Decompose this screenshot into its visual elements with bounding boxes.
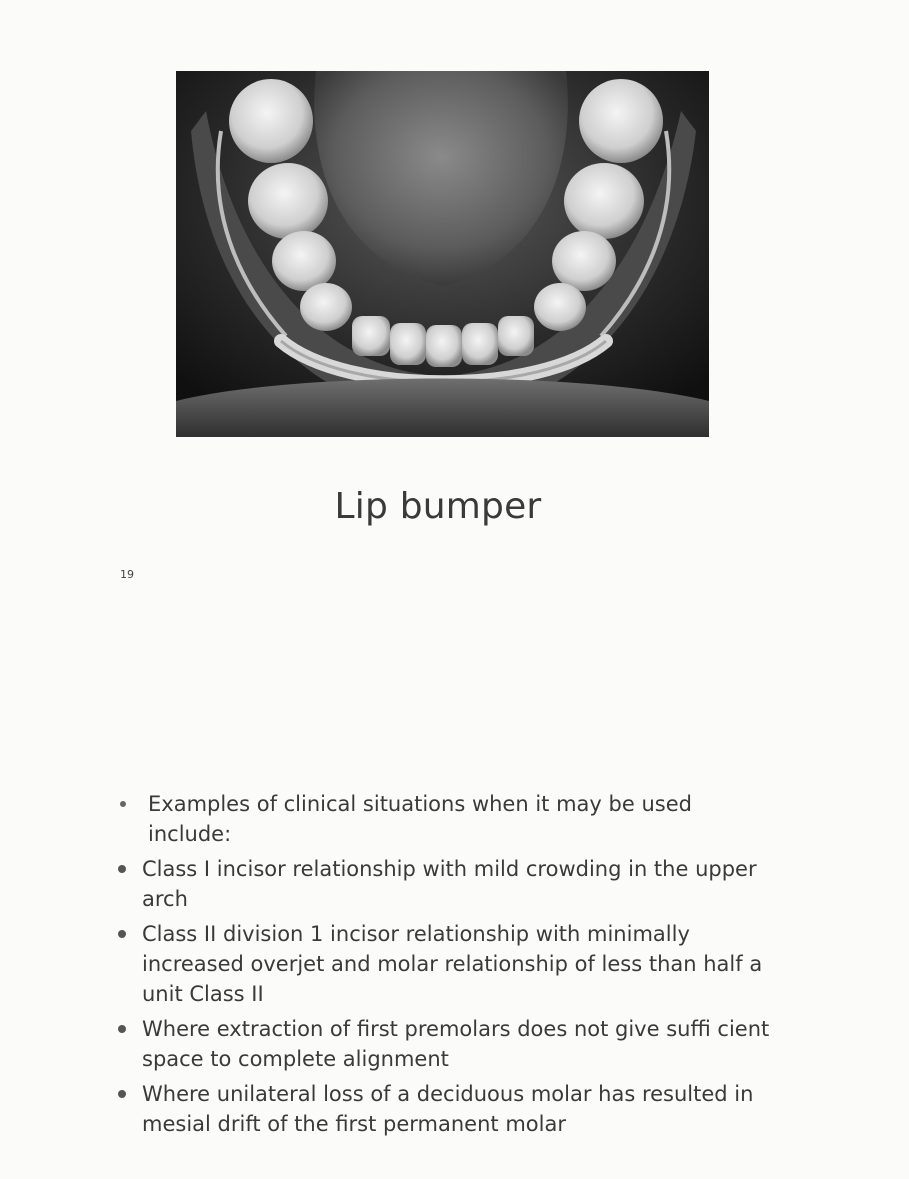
bullet-icon: [118, 865, 126, 873]
bullet-item: [116, 854, 776, 914]
bullet-list: [116, 789, 776, 1144]
bullet-item: [116, 1079, 776, 1139]
lip-bumper-photo: [176, 71, 709, 437]
bullet-icon: [118, 1025, 126, 1033]
bullet-item: [116, 919, 776, 1009]
bullet-text: Class II division 1 incisor relationship with minimally increased overjet and molar relationship of less than half a unit Class II: [142, 922, 763, 1006]
bullet-item: [116, 1014, 776, 1074]
dental-arch-photo-icon: [176, 71, 709, 437]
bullet-icon: [118, 930, 126, 938]
bullet-text: Where unilateral loss of a deciduous molar has resulted in mesial drift of the first permanent molar: [142, 1082, 754, 1136]
page-number: 19: [120, 568, 134, 581]
bullet-icon: [118, 1090, 126, 1098]
bullet-icon: [120, 801, 126, 807]
slide-title: Lip bumper: [334, 486, 542, 527]
bullet-item: [116, 789, 776, 849]
bullet-text: Class I incisor relationship with mild crowding in the upper arch: [142, 857, 757, 911]
bullet-text: Where extraction of first premolars does not give suffi cient space to complete alignment: [142, 1017, 770, 1071]
bullet-text: Examples of clinical situations when it may be used include:: [148, 792, 692, 846]
